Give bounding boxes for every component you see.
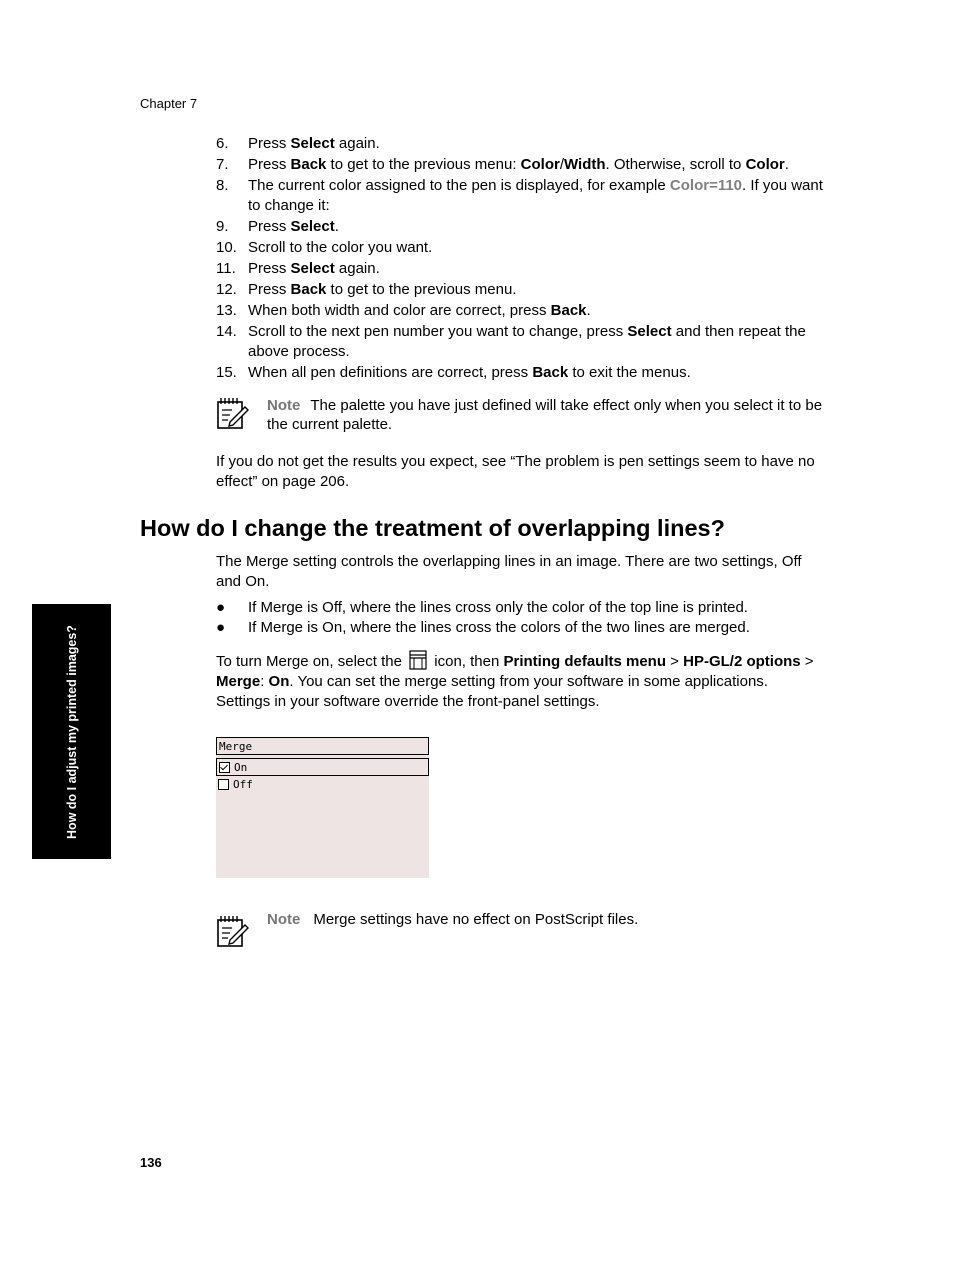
chapter-label: Chapter 7 (140, 96, 198, 111)
step-number: 8. (216, 177, 229, 194)
step-text: Scroll to the color you want. (248, 239, 433, 256)
list-item (216, 155, 826, 175)
list-item (216, 363, 826, 383)
list-item (216, 301, 826, 321)
note-text: Merge settings have no effect on PostScript files. (313, 911, 639, 928)
list-item (216, 176, 826, 216)
step-text: When all pen definitions are correct, press Back to exit the menus. (248, 364, 691, 381)
list-item (216, 280, 826, 300)
step-number: 11. (216, 260, 236, 277)
option-label: On (234, 761, 248, 774)
side-tab (32, 604, 111, 859)
front-panel-screen (216, 737, 429, 878)
bullet-dot: ● (216, 619, 226, 636)
list-item (216, 217, 826, 237)
list-item (216, 618, 826, 638)
step-text: When both width and color are correct, press Back. (248, 302, 591, 319)
list-item (216, 238, 826, 258)
step-text: Scroll to the next pen number you want to change, press Select and then repeat the above process. (248, 323, 806, 360)
note-label: Note (267, 911, 301, 928)
note-icon (216, 396, 250, 430)
merge-option-on[interactable] (216, 758, 429, 776)
instructions-after-icon: icon, then Printing defaults menu > HP-GL/2 options > Merge: On. You can set the merge setting from your software in some applications. Settings in your software override the front-panel settings. (216, 653, 814, 710)
option-label: Off (233, 778, 253, 791)
step-number: 7. (216, 156, 229, 173)
step-text: The current color assigned to the pen is displayed, for example Color=110. If you want to change it: (248, 177, 823, 214)
step-number: 9. (216, 218, 229, 235)
merge-intro-paragraph: The Merge setting controls the overlapping lines in an image. There are two settings, Off and On. (216, 553, 802, 590)
step-number: 13. (216, 302, 237, 319)
list-item (216, 322, 826, 362)
steps-list (216, 134, 826, 384)
step-number: 6. (216, 135, 229, 152)
step-number: 15. (216, 364, 237, 381)
step-text: Press Select again. (248, 260, 380, 277)
list-item (216, 134, 826, 154)
page-number: 136 (140, 1155, 162, 1170)
merge-instructions-paragraph (216, 650, 826, 712)
step-number: 10. (216, 239, 237, 256)
step-number: 14. (216, 323, 237, 340)
printer-settings-icon (408, 650, 428, 670)
instructions-before-icon: To turn Merge on, select the (216, 653, 402, 670)
step-text: Press Select. (248, 218, 339, 235)
unchecked-checkbox-icon (218, 779, 229, 790)
note-postscript (216, 910, 826, 929)
step-text: Press Back to get to the previous menu: Color/Width. Otherwise, scroll to Color. (248, 156, 789, 173)
list-item (216, 259, 826, 279)
step-text: Press Select again. (248, 135, 380, 152)
step-text: Press Back to get to the previous menu. (248, 281, 517, 298)
side-tab-label: How do I adjust my printed images? (64, 624, 79, 839)
screen-title: Merge (216, 737, 429, 755)
note-palette (216, 396, 826, 434)
note-label: Note (267, 397, 301, 414)
note-icon (216, 914, 250, 948)
bullet-dot: ● (216, 599, 226, 616)
section-heading: How do I change the treatment of overlapping lines? (140, 515, 725, 541)
list-item (216, 598, 826, 618)
bullet-text: If Merge is Off, where the lines cross only the color of the top line is printed. (248, 599, 748, 616)
see-also-paragraph: If you do not get the results you expect, see “The problem is pen settings seem to have no effect” on page 206. (216, 453, 815, 490)
note-text: The palette you have just defined will take effect only when you select it to be the current palette. (267, 397, 823, 433)
bullet-text: If Merge is On, where the lines cross the colors of the two lines are merged. (248, 619, 750, 636)
checked-checkbox-icon (219, 762, 230, 773)
merge-option-off[interactable] (216, 776, 429, 794)
step-number: 12. (216, 281, 237, 298)
bullet-list (216, 598, 826, 638)
